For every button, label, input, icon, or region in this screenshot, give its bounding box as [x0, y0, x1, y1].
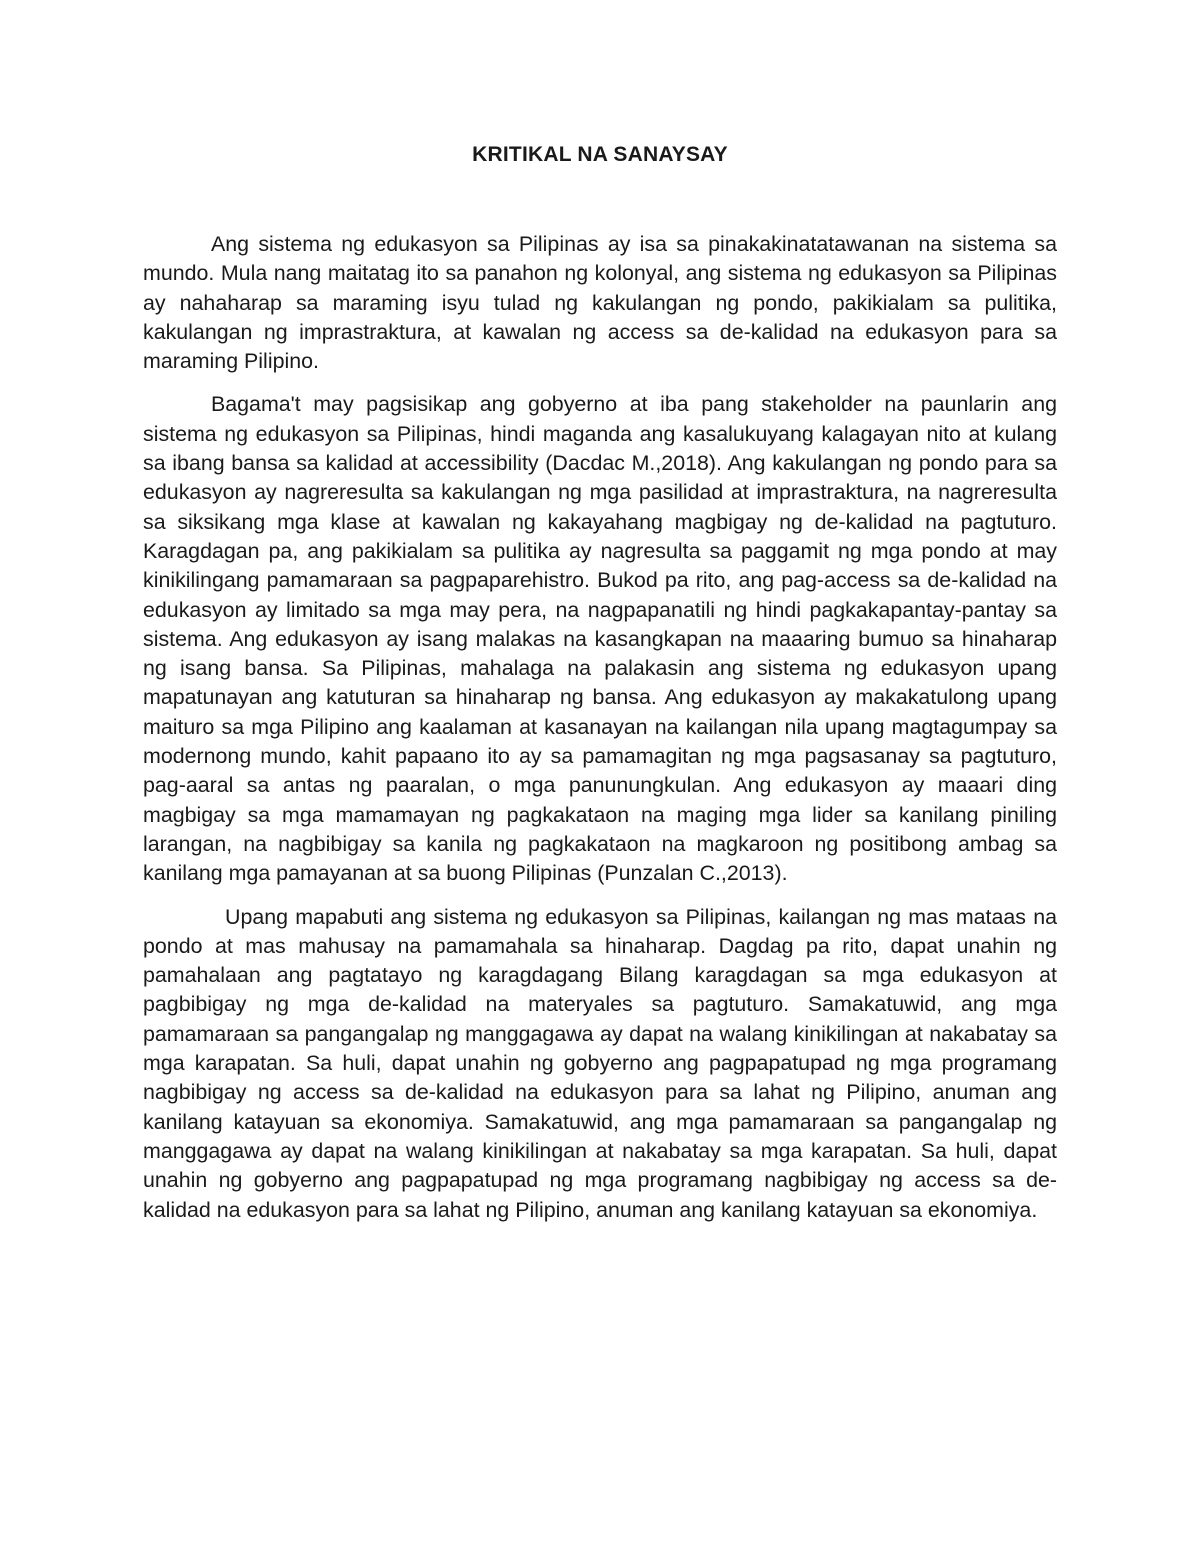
paragraph-3: Upang mapabuti ang sistema ng edukasyon sa Pilipinas, kailangan ng mas mataas na pondo at mas mahusay na pamamahala sa hinaharap. Dagdag pa rito, dapat unahin ng pamahalaan ang pagtatayo ng karagdagang Bilang karagdagan sa mga edukasyon at pagbibigay ng mga de-kalidad na materyales sa pagtuturo. Samakatuwid, ang mga pamamaraan sa pangangalap ng manggagawa ay dapat na walang kinikilingan at nakabatay sa mga karapatan. Sa huli, dapat unahin ng gobyerno ang pagpapatupad ng mga programang nagbibigay ng access sa de-kalidad na edukasyon para sa lahat ng Pilipino, anuman ang kanilang katayuan sa ekonomiya. Samakatuwid, ang mga pamamaraan sa pangangalap ng manggagawa ay dapat na walang kinikilingan at nakabatay sa mga karapatan. Sa huli, dapat unahin ng gobyerno ang pagpapatupad ng mga programang nagbibigay ng access sa de-kalidad na edukasyon para sa lahat ng Pilipino, anuman ang kanilang katayuan sa ekonomiya.: [143, 904, 1057, 1222]
document-title: KRITIKAL NA SANAYSAY: [472, 143, 728, 166]
paragraph-2: Bagama't may pagsisikap ang gobyerno at iba pang stakeholder na paunlarin ang sistema ng edukasyon sa Pilipinas, hindi maganda ang kasalukuyang kalagayan nito at kulang sa ibang bansa sa kalidad at accessibility (Dacdac M.,2018). Ang kakulangan ng pondo para sa edukasyon ay nagreresulta sa kakulangan ng mga pasilidad at imprastraktura, na nagreresulta sa siksikang mga klase at kawalan ng kakayahang magbigay ng de-kalidad na pagtuturo. Karagdagan pa, ang pakikialam sa pulitika ay nagresulta sa paggamit ng mga pondo at may kinikilingang pamamaraan sa pagpaparehistro. Bukod pa rito, ang pag-access sa de-kalidad na edukasyon ay limitado sa mga may pera, na nagpapanatili ng hindi pagkakapantay-pantay sa sistema. Ang edukasyon ay isang malakas na kasangkapan na maaaring bumuo sa hinaharap ng isang bansa. Sa Pilipinas, mahalaga na palakasin ang sistema ng edukasyon upang mapatunayan ang katuturan sa hinaharap ng bansa. Ang edukasyon ay makakatulong upang maituro sa mga Pilipino ang kaalaman at kasanayan na kailangan nila upang magtagumpay sa modernong mundo, kahit papaano ito ay sa pamamagitan ng mga pagsasanay sa pagtuturo, pag-aaral sa antas ng paaralan, o mga panunungkulan. Ang edukasyon ay maaari ding magbigay sa mga mamamayan ng pagkakataon na maging mga lider sa kanilang piniling larangan, na nagbibigay sa kanila ng pagkakataon na magkaroon ng positibong ambag sa kanilang mga pamayanan at sa buong Pilipinas (Punzalan C.,2013).: [143, 392, 1057, 886]
paragraph-1: Ang sistema ng edukasyon sa Pilipinas ay isa sa pinakakinatatawanan na sistema sa mundo. Mula nang maitatag ito sa panahon ng kolonyal, ang sistema ng edukasyon sa Pilipinas ay nahaharap sa maraming isyu tulad ng kakulangan ng pondo, pakikialam sa pulitika, kakulangan ng imprastraktura, at kawalan ng access sa de-kalidad na edukasyon para sa maraming Pilipino.: [143, 232, 1057, 374]
document-body: [143, 230, 1057, 1239]
